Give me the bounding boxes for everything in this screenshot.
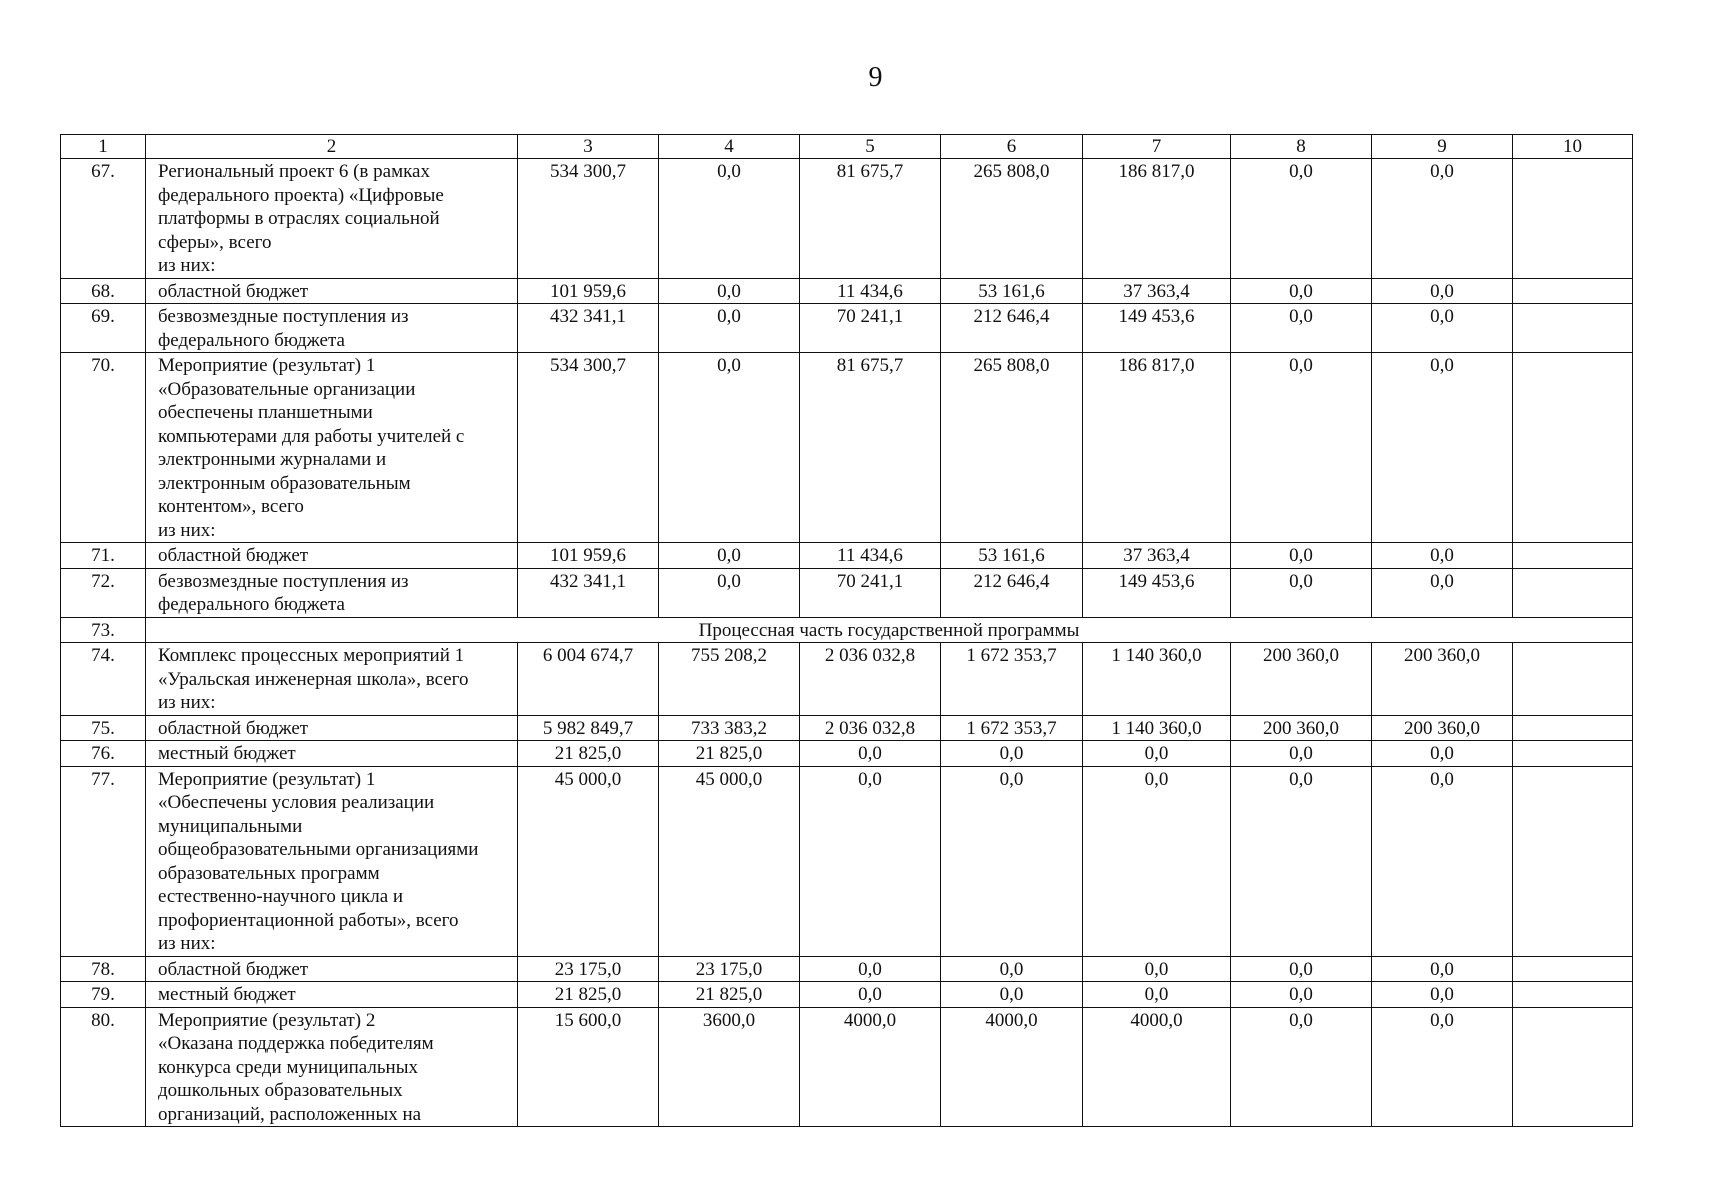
value-cell-col-8: 0,0 [1231, 304, 1372, 353]
column-number-header: 4 [659, 135, 800, 159]
column-number-header: 2 [146, 135, 518, 159]
value-cell-col-3: 432 341,1 [518, 568, 659, 617]
column-number-header: 6 [941, 135, 1083, 159]
value-cell-col-4: 0,0 [659, 353, 800, 543]
value-cell-col-6: 265 808,0 [941, 353, 1083, 543]
description-line: естественно-научного цикла и [158, 886, 404, 907]
description-line: федерального бюджета [158, 594, 345, 615]
row-number: 76. [61, 741, 146, 767]
value-cell-col-9: 0,0 [1372, 543, 1513, 569]
value-cell-col-9: 0,0 [1372, 568, 1513, 617]
description-line: Комплекс процессных мероприятий 1 [158, 645, 465, 666]
value-cell-col-8: 0,0 [1231, 1007, 1372, 1127]
value-cell-col-7: 0,0 [1083, 766, 1231, 956]
table-row [61, 956, 1633, 982]
value-cell-col-3: 101 959,6 [518, 278, 659, 304]
row-number: 78. [61, 956, 146, 982]
row-number: 79. [61, 982, 146, 1008]
description-line: местный бюджет [158, 984, 296, 1005]
value-cell-col-6: 0,0 [941, 766, 1083, 956]
value-cell-col-4: 733 383,2 [659, 715, 800, 741]
table-row [61, 1007, 1633, 1127]
value-cell-col-7: 0,0 [1083, 956, 1231, 982]
value-cell-col-10 [1513, 543, 1633, 569]
table-row [61, 278, 1633, 304]
value-cell-col-7: 1 140 360,0 [1083, 643, 1231, 716]
row-description [146, 353, 518, 543]
value-cell-col-10 [1513, 982, 1633, 1008]
value-cell-col-10 [1513, 766, 1633, 956]
row-description [146, 741, 518, 767]
value-cell-col-5: 81 675,7 [800, 159, 941, 279]
description-line: безвозмездные поступления из [158, 306, 409, 327]
value-cell-col-5: 0,0 [800, 741, 941, 767]
value-cell-col-3: 23 175,0 [518, 956, 659, 982]
description-line: «Обеспечены условия реализации [158, 792, 435, 813]
description-line: муниципальными [158, 815, 303, 837]
value-cell-col-8: 200 360,0 [1231, 715, 1372, 741]
table-row [61, 617, 1633, 643]
row-description [146, 568, 518, 617]
page-number: 9 [868, 62, 883, 93]
row-number: 73. [61, 617, 146, 643]
description-line: образовательных программ [158, 862, 380, 884]
value-cell-col-5: 4000,0 [800, 1007, 941, 1127]
row-description [146, 766, 518, 956]
row-number: 72. [61, 568, 146, 617]
description-line: из них: [158, 519, 216, 541]
value-cell-col-5: 11 434,6 [800, 543, 941, 569]
description-line: конкурса среди муниципальных [158, 1056, 418, 1078]
table-row [61, 543, 1633, 569]
table-row [61, 982, 1633, 1008]
value-cell-col-3: 21 825,0 [518, 982, 659, 1008]
column-number-header: 9 [1372, 135, 1513, 159]
table-row [61, 159, 1633, 279]
value-cell-col-9: 0,0 [1372, 956, 1513, 982]
row-description [146, 643, 518, 716]
description-line: областной бюджет [158, 280, 309, 302]
description-line: Мероприятие (результат) 1 [158, 355, 376, 376]
description-line: «Оказана поддержка победителям [158, 1033, 434, 1054]
description-line: «Уральская инженерная школа», всего [158, 668, 469, 690]
value-cell-col-5: 0,0 [800, 982, 941, 1008]
column-number-header: 8 [1231, 135, 1372, 159]
description-line: «Образовательные организации [158, 378, 416, 400]
value-cell-col-9: 0,0 [1372, 159, 1513, 279]
value-cell-col-4: 755 208,2 [659, 643, 800, 716]
column-number-header: 7 [1083, 135, 1231, 159]
row-description [146, 1007, 518, 1127]
section-heading: Процессная часть государственной программы [146, 617, 1633, 643]
column-number-header: 10 [1513, 135, 1633, 159]
table-body [61, 159, 1633, 1127]
value-cell-col-6: 0,0 [941, 741, 1083, 767]
value-cell-col-7: 37 363,4 [1083, 278, 1231, 304]
value-cell-col-3: 534 300,7 [518, 159, 659, 279]
description-line: из них: [158, 933, 216, 954]
value-cell-col-5: 0,0 [800, 956, 941, 982]
row-number: 74. [61, 643, 146, 716]
value-cell-col-4: 3600,0 [659, 1007, 800, 1127]
value-cell-col-7: 149 453,6 [1083, 304, 1231, 353]
value-cell-col-9: 0,0 [1372, 278, 1513, 304]
value-cell-col-4: 23 175,0 [659, 956, 800, 982]
column-number-header: 1 [61, 135, 146, 159]
table-row [61, 568, 1633, 617]
description-line: Региональный проект 6 (в рамках [158, 161, 430, 182]
value-cell-col-9: 0,0 [1372, 982, 1513, 1008]
value-cell-col-5: 70 241,1 [800, 568, 941, 617]
value-cell-col-7: 0,0 [1083, 982, 1231, 1008]
table-row [61, 643, 1633, 716]
value-cell-col-3: 101 959,6 [518, 543, 659, 569]
description-line: областной бюджет [158, 717, 309, 739]
value-cell-col-3: 21 825,0 [518, 741, 659, 767]
row-description [146, 982, 518, 1008]
value-cell-col-8: 0,0 [1231, 159, 1372, 279]
value-cell-col-3: 5 982 849,7 [518, 715, 659, 741]
value-cell-col-8: 0,0 [1231, 982, 1372, 1008]
value-cell-col-8: 200 360,0 [1231, 643, 1372, 716]
row-number: 70. [61, 353, 146, 543]
value-cell-col-3: 534 300,7 [518, 353, 659, 543]
value-cell-col-8: 0,0 [1231, 543, 1372, 569]
value-cell-col-6: 53 161,6 [941, 543, 1083, 569]
table-row [61, 304, 1633, 353]
value-cell-col-9: 0,0 [1372, 353, 1513, 543]
description-line: областной бюджет [158, 958, 309, 980]
description-line: из них: [158, 255, 216, 276]
description-line: организаций, расположенных на [158, 1103, 422, 1125]
description-line: контентом», всего [158, 496, 304, 517]
value-cell-col-8: 0,0 [1231, 278, 1372, 304]
value-cell-col-8: 0,0 [1231, 956, 1372, 982]
value-cell-col-3: 432 341,1 [518, 304, 659, 353]
value-cell-col-7: 186 817,0 [1083, 159, 1231, 279]
value-cell-col-6: 4000,0 [941, 1007, 1083, 1127]
value-cell-col-10 [1513, 1007, 1633, 1127]
table-row [61, 766, 1633, 956]
value-cell-col-9: 0,0 [1372, 304, 1513, 353]
value-cell-col-9: 0,0 [1372, 741, 1513, 767]
value-cell-col-7: 186 817,0 [1083, 353, 1231, 543]
description-line: компьютерами для работы учителей с [158, 425, 465, 447]
value-cell-col-4: 45 000,0 [659, 766, 800, 956]
value-cell-col-4: 0,0 [659, 304, 800, 353]
row-description [146, 159, 518, 279]
value-cell-col-5: 11 434,6 [800, 278, 941, 304]
description-line: безвозмездные поступления из [158, 570, 409, 592]
value-cell-col-6: 265 808,0 [941, 159, 1083, 279]
row-number: 80. [61, 1007, 146, 1127]
row-number: 77. [61, 766, 146, 956]
value-cell-col-10 [1513, 643, 1633, 716]
value-cell-col-8: 0,0 [1231, 741, 1372, 767]
description-line: Мероприятие (результат) 1 [158, 768, 376, 790]
description-line: общеобразовательными организациями [158, 839, 479, 860]
value-cell-col-6: 0,0 [941, 956, 1083, 982]
value-cell-col-9: 0,0 [1372, 1007, 1513, 1127]
row-description [146, 543, 518, 569]
description-line: электронным образовательным [158, 472, 411, 494]
value-cell-col-5: 81 675,7 [800, 353, 941, 543]
column-number-row [61, 135, 1633, 159]
value-cell-col-5: 2 036 032,8 [800, 715, 941, 741]
value-cell-col-3: 15 600,0 [518, 1007, 659, 1127]
row-number: 71. [61, 543, 146, 569]
row-description [146, 278, 518, 304]
value-cell-col-7: 149 453,6 [1083, 568, 1231, 617]
value-cell-col-5: 2 036 032,8 [800, 643, 941, 716]
value-cell-col-8: 0,0 [1231, 353, 1372, 543]
value-cell-col-7: 4000,0 [1083, 1007, 1231, 1127]
value-cell-col-9: 0,0 [1372, 766, 1513, 956]
row-description [146, 956, 518, 982]
value-cell-col-9: 200 360,0 [1372, 643, 1513, 716]
value-cell-col-4: 0,0 [659, 159, 800, 279]
value-cell-col-10 [1513, 956, 1633, 982]
value-cell-col-10 [1513, 304, 1633, 353]
value-cell-col-6: 0,0 [941, 982, 1083, 1008]
value-cell-col-4: 0,0 [659, 568, 800, 617]
description-line: сферы», всего [158, 231, 272, 253]
description-line: дошкольных образовательных [158, 1080, 403, 1101]
row-description [146, 304, 518, 353]
value-cell-col-4: 0,0 [659, 278, 800, 304]
table-row [61, 715, 1633, 741]
value-cell-col-10 [1513, 353, 1633, 543]
value-cell-col-10 [1513, 278, 1633, 304]
value-cell-col-10 [1513, 715, 1633, 741]
description-line: федерального бюджета [158, 329, 345, 351]
description-line: местный бюджет [158, 743, 296, 764]
column-number-header: 3 [518, 135, 659, 159]
row-description [146, 715, 518, 741]
row-number: 75. [61, 715, 146, 741]
budget-table [60, 134, 1633, 1127]
value-cell-col-4: 21 825,0 [659, 741, 800, 767]
value-cell-col-6: 1 672 353,7 [941, 715, 1083, 741]
row-number: 68. [61, 278, 146, 304]
value-cell-col-6: 1 672 353,7 [941, 643, 1083, 716]
value-cell-col-10 [1513, 159, 1633, 279]
description-line: обеспечены планшетными [158, 402, 373, 423]
value-cell-col-5: 70 241,1 [800, 304, 941, 353]
value-cell-col-6: 212 646,4 [941, 568, 1083, 617]
value-cell-col-7: 1 140 360,0 [1083, 715, 1231, 741]
value-cell-col-10 [1513, 568, 1633, 617]
row-number: 67. [61, 159, 146, 279]
value-cell-col-6: 53 161,6 [941, 278, 1083, 304]
description-line: электронными журналами и [158, 449, 387, 470]
value-cell-col-8: 0,0 [1231, 568, 1372, 617]
description-line: областной бюджет [158, 545, 309, 566]
value-cell-col-9: 200 360,0 [1372, 715, 1513, 741]
row-number: 69. [61, 304, 146, 353]
table-row [61, 353, 1633, 543]
description-line: платформы в отраслях социальной [158, 208, 440, 229]
value-cell-col-4: 21 825,0 [659, 982, 800, 1008]
value-cell-col-5: 0,0 [800, 766, 941, 956]
column-number-header: 5 [800, 135, 941, 159]
value-cell-col-3: 45 000,0 [518, 766, 659, 956]
table-row [61, 741, 1633, 767]
value-cell-col-8: 0,0 [1231, 766, 1372, 956]
value-cell-col-6: 212 646,4 [941, 304, 1083, 353]
value-cell-col-10 [1513, 741, 1633, 767]
value-cell-col-7: 0,0 [1083, 741, 1231, 767]
description-line: федерального проекта) «Цифровые [158, 184, 444, 206]
description-line: профориентационной работы», всего [158, 909, 459, 931]
value-cell-col-3: 6 004 674,7 [518, 643, 659, 716]
value-cell-col-4: 0,0 [659, 543, 800, 569]
description-line: из них: [158, 692, 216, 713]
description-line: Мероприятие (результат) 2 [158, 1009, 376, 1031]
value-cell-col-7: 37 363,4 [1083, 543, 1231, 569]
